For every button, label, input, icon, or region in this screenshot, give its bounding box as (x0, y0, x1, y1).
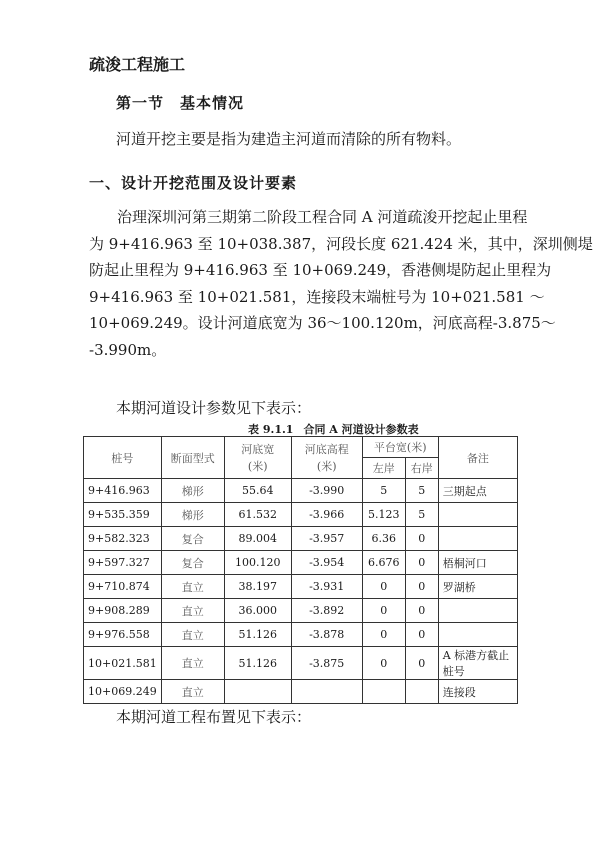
cell-bottom-width: 89.004 (224, 527, 291, 551)
body-paragraph (89, 204, 593, 363)
header-bottom-elevation: 河底高程 (米) (291, 437, 362, 479)
table-number: 表 9.1.1 (248, 423, 294, 436)
paragraph-line: 治理深圳河第三期第二阶段工程合同 A 河道疏浚开挖起止里程 (117, 208, 528, 226)
table-caption (248, 421, 419, 437)
cell-left-bank (362, 680, 405, 704)
paragraph-line: 防起止里程为 9+416.963 至 10+069.249，香港侧堤防起止里程为 (89, 261, 552, 279)
cell-left-bank: 6.676 (362, 551, 405, 575)
cell-right-bank: 0 (405, 551, 438, 575)
table-row (84, 575, 518, 599)
cell-bottom-elevation: -3.878 (291, 623, 362, 647)
cell-section-type: 梯形 (161, 503, 224, 527)
cell-remarks (438, 599, 517, 623)
cell-right-bank: 0 (405, 623, 438, 647)
header-stake: 桩号 (84, 437, 162, 479)
cell-section-type: 梯形 (161, 479, 224, 503)
design-parameters-table (83, 436, 518, 704)
cell-bottom-elevation: -3.875 (291, 647, 362, 680)
cell-stake: 9+416.963 (84, 479, 162, 503)
table-lead-text: 本期河道设计参数见下表示： (116, 399, 312, 417)
table-row (84, 503, 518, 527)
cell-bottom-elevation: -3.954 (291, 551, 362, 575)
cell-right-bank: 5 (405, 503, 438, 527)
cell-section-type: 复合 (161, 551, 224, 575)
cell-stake: 10+069.249 (84, 680, 162, 704)
cell-stake: 9+597.327 (84, 551, 162, 575)
cell-section-type: 直立 (161, 680, 224, 704)
cell-bottom-elevation: -3.957 (291, 527, 362, 551)
header-remarks: 备注 (438, 437, 517, 479)
subheading: 一、设计开挖范围及设计要素 (89, 174, 298, 192)
table-row (84, 623, 518, 647)
cell-stake: 9+976.558 (84, 623, 162, 647)
cell-right-bank: 5 (405, 479, 438, 503)
section-number: 第一节 (116, 94, 165, 112)
header-section-type: 断面型式 (161, 437, 224, 479)
cell-stake: 9+710.874 (84, 575, 162, 599)
header-platform-width: 平台宽(米) (362, 437, 438, 458)
cell-left-bank: 6.36 (362, 527, 405, 551)
cell-right-bank (405, 680, 438, 704)
cell-bottom-width: 61.532 (224, 503, 291, 527)
cell-section-type: 直立 (161, 647, 224, 680)
table-row (84, 680, 518, 704)
cell-left-bank: 5.123 (362, 503, 405, 527)
cell-left-bank: 5 (362, 479, 405, 503)
cell-bottom-elevation (291, 680, 362, 704)
cell-right-bank: 0 (405, 647, 438, 680)
cell-remarks (438, 623, 517, 647)
document-heading: 疏浚工程施工 (89, 55, 186, 74)
table-row (84, 527, 518, 551)
cell-left-bank: 0 (362, 575, 405, 599)
cell-stake: 10+021.581 (84, 647, 162, 680)
cell-stake: 9+582.323 (84, 527, 162, 551)
table-row (84, 599, 518, 623)
cell-left-bank: 0 (362, 647, 405, 680)
section-heading (116, 92, 244, 113)
cell-right-bank: 0 (405, 599, 438, 623)
cell-bottom-width: 55.64 (224, 479, 291, 503)
cell-left-bank: 0 (362, 623, 405, 647)
header-right-bank: 右岸 (405, 458, 438, 479)
cell-bottom-width: 51.126 (224, 623, 291, 647)
cell-remarks: 梧桐河口 (438, 551, 517, 575)
table-row (84, 647, 518, 680)
cell-section-type: 直立 (161, 599, 224, 623)
section-title: 基本情况 (180, 94, 245, 112)
cell-stake: 9+535.359 (84, 503, 162, 527)
header-bottom-width: 河底宽 (米) (224, 437, 291, 479)
table-row (84, 479, 518, 503)
cell-remarks: A 标港方截止桩号 (438, 647, 517, 680)
cell-remarks (438, 527, 517, 551)
cell-stake: 9+908.289 (84, 599, 162, 623)
table-row (84, 551, 518, 575)
paragraph-line: -3.990m。 (89, 340, 167, 359)
paragraph-line: 为 9+416.963 至 10+038.387，河段长度 621.424 米，其中，深圳侧堤 (89, 234, 593, 253)
paragraph-line: 10+069.249。设计河道底宽为 36～100.120m，河底高程-3.875～ (89, 314, 556, 332)
cell-bottom-elevation: -3.966 (291, 503, 362, 527)
cell-bottom-width: 51.126 (224, 647, 291, 680)
closing-paragraph: 本期河道工程布置见下表示： (116, 708, 312, 726)
cell-bottom-width (224, 680, 291, 704)
table-title: 合同 A 河道设计参数表 (303, 423, 419, 436)
cell-remarks (438, 503, 517, 527)
cell-bottom-elevation: -3.892 (291, 599, 362, 623)
cell-right-bank: 0 (405, 575, 438, 599)
cell-bottom-width: 100.120 (224, 551, 291, 575)
intro-paragraph: 河道开挖主要是指为建造主河道而清除的所有物料。 (116, 130, 462, 148)
cell-left-bank: 0 (362, 599, 405, 623)
cell-section-type: 复合 (161, 527, 224, 551)
cell-bottom-width: 38.197 (224, 575, 291, 599)
header-left-bank: 左岸 (362, 458, 405, 479)
cell-bottom-elevation: -3.931 (291, 575, 362, 599)
cell-bottom-width: 36.000 (224, 599, 291, 623)
cell-bottom-elevation: -3.990 (291, 479, 362, 503)
paragraph-line: 9+416.963 至 10+021.581，连接段末端桩号为 10+021.581 ～ (89, 287, 545, 306)
cell-remarks: 罗湖桥 (438, 575, 517, 599)
cell-section-type: 直立 (161, 575, 224, 599)
cell-right-bank: 0 (405, 527, 438, 551)
cell-remarks: 连接段 (438, 680, 517, 704)
cell-remarks: 三期起点 (438, 479, 517, 503)
cell-section-type: 直立 (161, 623, 224, 647)
